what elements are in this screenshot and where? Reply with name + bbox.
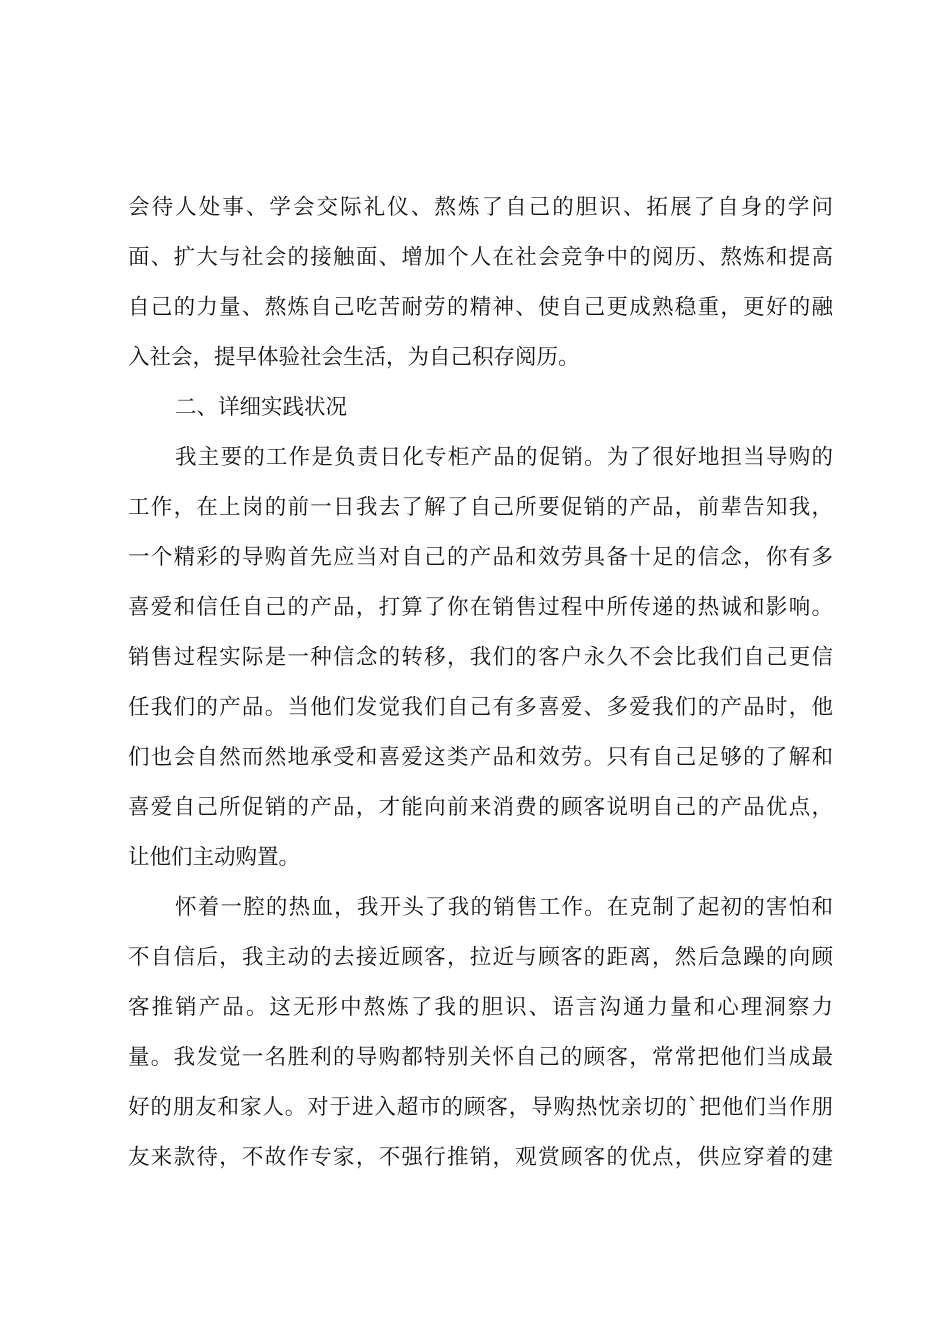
paragraph-2-line-9: 让他们主动购置。 (128, 845, 301, 870)
paragraph-3-line-6: 友来款待，不故作专家，不强行推销，观赏顾客的优点，供应穿着的建 (128, 1145, 833, 1170)
paragraph-3-line-2: 不自信后，我主动的去接近顾客，拉近与顾客的距离，然后急躁的向顾 (128, 945, 833, 970)
paragraph-3-line-3: 客推销产品。这无形中熬炼了我的胆识、语言沟通力量和心理洞察力 (128, 995, 833, 1020)
paragraph-3-line-5: 好的朋友和家人。对于进入超市的顾客，导购热忱亲切的`把他们当作朋 (128, 1095, 833, 1120)
paragraph-2-line-8: 喜爱自己所促销的产品，才能向前来消费的顾客说明自己的产品优点， (128, 795, 833, 820)
paragraph-1-line-1: 会待人处事、学会交际礼仪、熬炼了自己的胆识、拓展了自身的学问 (128, 195, 833, 220)
section-heading: 二、详细实践状况 (175, 395, 348, 420)
paragraph-2-line-7: 们也会自然而然地承受和喜爱这类产品和效劳。只有自己足够的了解和 (128, 745, 833, 770)
paragraph-1-line-3: 自己的力量、熬炼自己吃苦耐劳的精神、使自己更成熟稳重，更好的融 (128, 295, 833, 320)
paragraph-2-line-3: 一个精彩的导购首先应当对自己的产品和效劳具备十足的信念，你有多 (128, 545, 833, 570)
paragraph-1-line-2: 面、扩大与社会的接触面、增加个人在社会竞争中的阅历、熬炼和提高 (128, 245, 833, 270)
paragraph-3-line-4: 量。我发觉一名胜利的导购都特别关怀自己的顾客，常常把他们当成最 (128, 1045, 833, 1070)
paragraph-3-line-1: 怀着一腔的热血，我开头了我的销售工作。在克制了起初的害怕和 (175, 895, 833, 920)
paragraph-2-line-6: 任我们的产品。当他们发觉我们自己有多喜爱、多爱我们的产品时，他 (128, 695, 833, 720)
paragraph-2-line-4: 喜爱和信任自己的产品，打算了你在销售过程中所传递的热诚和影响。 (128, 595, 833, 620)
paragraph-2-line-1: 我主要的工作是负责日化专柜产品的促销。为了很好地担当导购的 (175, 445, 833, 470)
paragraph-2-line-2: 工作，在上岗的前一日我去了解了自己所要促销的产品，前辈告知我， (128, 495, 833, 520)
paragraph-1-line-4: 入社会，提早体验社会生活，为自己积存阅历。 (128, 345, 580, 370)
paragraph-2-line-5: 销售过程实际是一种信念的转移，我们的客户永久不会比我们自己更信 (128, 645, 833, 670)
